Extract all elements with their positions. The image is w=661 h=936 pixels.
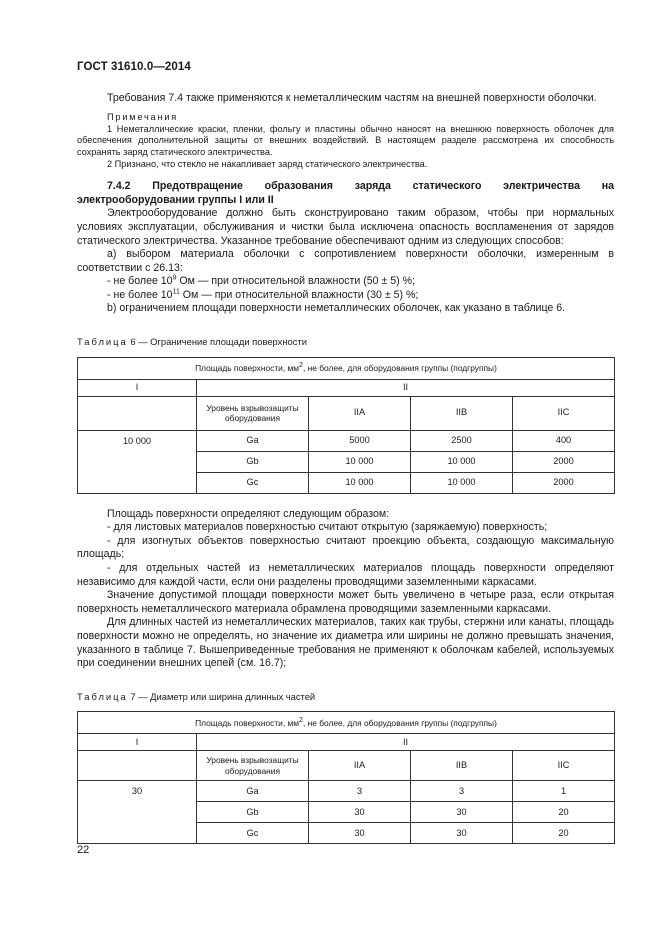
after-table6-text xyxy=(77,508,614,671)
value-cell: 10 000 xyxy=(309,451,411,472)
level-header: Уровень взрывозащиты оборудования xyxy=(197,751,309,781)
level-header: Уровень взрывозащиты оборудования xyxy=(197,396,309,430)
table6 xyxy=(77,357,615,494)
value-cell: 400 xyxy=(513,430,615,451)
table7 xyxy=(77,711,615,844)
paragraph: Значение допустимой площади поверхности может быть увеличено в четыре раза, если открытая поверхность неметаллического материала обрамлена проводящими заземленными каркасами. xyxy=(77,589,614,615)
value-cell: 10 000 xyxy=(411,451,513,472)
value-cell: 2000 xyxy=(513,472,615,493)
value-cell: 10 000 xyxy=(309,472,411,493)
group-header-ii: II xyxy=(197,379,615,396)
value-cell: 2500 xyxy=(411,430,513,451)
table-cell xyxy=(78,751,197,781)
page-number: 22 xyxy=(77,844,90,856)
value-cell: 1 xyxy=(513,781,615,802)
value-cell: 3 xyxy=(309,781,411,802)
group1-value: 10 000 xyxy=(78,430,197,493)
level-cell: Gb xyxy=(197,451,309,472)
group-header-ii: II xyxy=(197,734,615,751)
value-cell: 2000 xyxy=(513,451,615,472)
page-content xyxy=(77,92,614,844)
subgroup-header: IIB xyxy=(411,751,513,781)
paragraph: - для отдельных частей из неметаллических материалов площадь поверхности определяют независимо для каждой части, если они разделены проводящими заземленными каркасами. xyxy=(77,562,614,588)
subgroup-header: IIB xyxy=(411,396,513,430)
value-cell: 3 xyxy=(411,781,513,802)
section-paragraph: Электрооборудование должно быть сконструировано таким образом, чтобы при нормальных условиях эксплуатации, обслуживания и чистки была исключена опасность воспламенения от зарядов статического электричества. Указанное требование обеспечивают одним из следующих способов: xyxy=(77,207,614,247)
table-header: Площадь поверхности, $мм^2$, не более, для оборудования группы (подгруппы) xyxy=(78,712,615,734)
subgroup-header: IIA xyxy=(309,396,411,430)
list-item-a: a) выбором материала оболочки с сопротивлением поверхности оболочки, измеренным в соответствии с 26.13: xyxy=(77,248,614,274)
notes-heading: Примечания xyxy=(107,111,179,122)
value-cell: 30 xyxy=(309,802,411,823)
paragraph: Площадь поверхности определяют следующим образом: xyxy=(107,507,390,520)
subgroup-header: IIA xyxy=(309,751,411,781)
subgroup-header: IIC xyxy=(513,751,615,781)
value-cell: 20 xyxy=(513,823,615,844)
level-cell: Gc xyxy=(197,472,309,493)
list-dash-item: - не более $10^{11}$ Ом — при относительной влажности (30 ± 5) %; xyxy=(107,288,419,301)
table-cell xyxy=(78,396,197,430)
group1-value: 30 xyxy=(78,781,197,844)
level-cell: Ga xyxy=(197,430,309,451)
note-item: 1 Неметаллические краски, пленки, фольгу и пластины обычно наносят на внешнюю поверхность оболочек для обеспечения дополнительной защиты от внешних воздействий. В настоящем разделе рассмотрена их способность сохранять заряд статического электричества. xyxy=(77,123,614,158)
table6-caption: Таблица 6 — Ограничение площади поверхности xyxy=(77,336,307,348)
group-header-i: I xyxy=(78,734,197,751)
paragraph: - для изогнутых объектов поверхностью считают проекцию объекта, создающую максимальную площадь; xyxy=(77,534,614,561)
value-cell: 5000 xyxy=(309,430,411,451)
list-dash-item: - не более $10^9$ Ом — при относительной влажности (50 ± 5) %; xyxy=(107,274,415,288)
table7-caption: Таблица 7 — Диаметр или ширина длинных частей xyxy=(77,690,316,702)
subgroup-header: IIC xyxy=(513,396,615,430)
level-cell: Ga xyxy=(197,781,309,802)
level-cell: Gb xyxy=(197,802,309,823)
value-cell: 20 xyxy=(513,802,615,823)
value-cell: 30 xyxy=(309,823,411,844)
note-item: 2 Признано, что стекло не накапливает заряд статического электричества. xyxy=(107,159,428,170)
section-heading: 7.4.2 Предотвращение образования заряда статического электричества на электрооборудовании группы I или II xyxy=(77,180,614,206)
value-cell: 10 000 xyxy=(411,472,513,493)
table-header: Площадь поверхности, $мм^2$, не более, для оборудования группы (подгруппы) xyxy=(78,357,615,379)
group-header-i: I xyxy=(78,379,197,396)
paragraph: Для длинных частей из неметаллических материалов, таких как трубы, стержни или канаты, площадь поверхности можно не определять, но значение их диаметра или ширины не должно превышать значения, указанного в таблице 7. Вышеприведенные требования не применяют к оболочкам кабелей, используемых при соединении внешних цепей (см. 16.7); xyxy=(77,616,614,670)
paragraph: - для листовых материалов поверхностью считают открытую (заряжаемую) поверхность; xyxy=(107,521,548,534)
level-cell: Gc xyxy=(197,823,309,844)
value-cell: 30 xyxy=(411,802,513,823)
list-item-b: b) ограничением площади поверхности неметаллических оболочек, как указано в таблице 6. xyxy=(107,302,566,315)
value-cell: 30 xyxy=(411,823,513,844)
intro-paragraph: Требования 7.4 также применяются к неметаллическим частям на внешней поверхности оболочки. xyxy=(107,92,597,104)
document-header: ГОСТ 31610.0—2014 xyxy=(77,61,191,73)
